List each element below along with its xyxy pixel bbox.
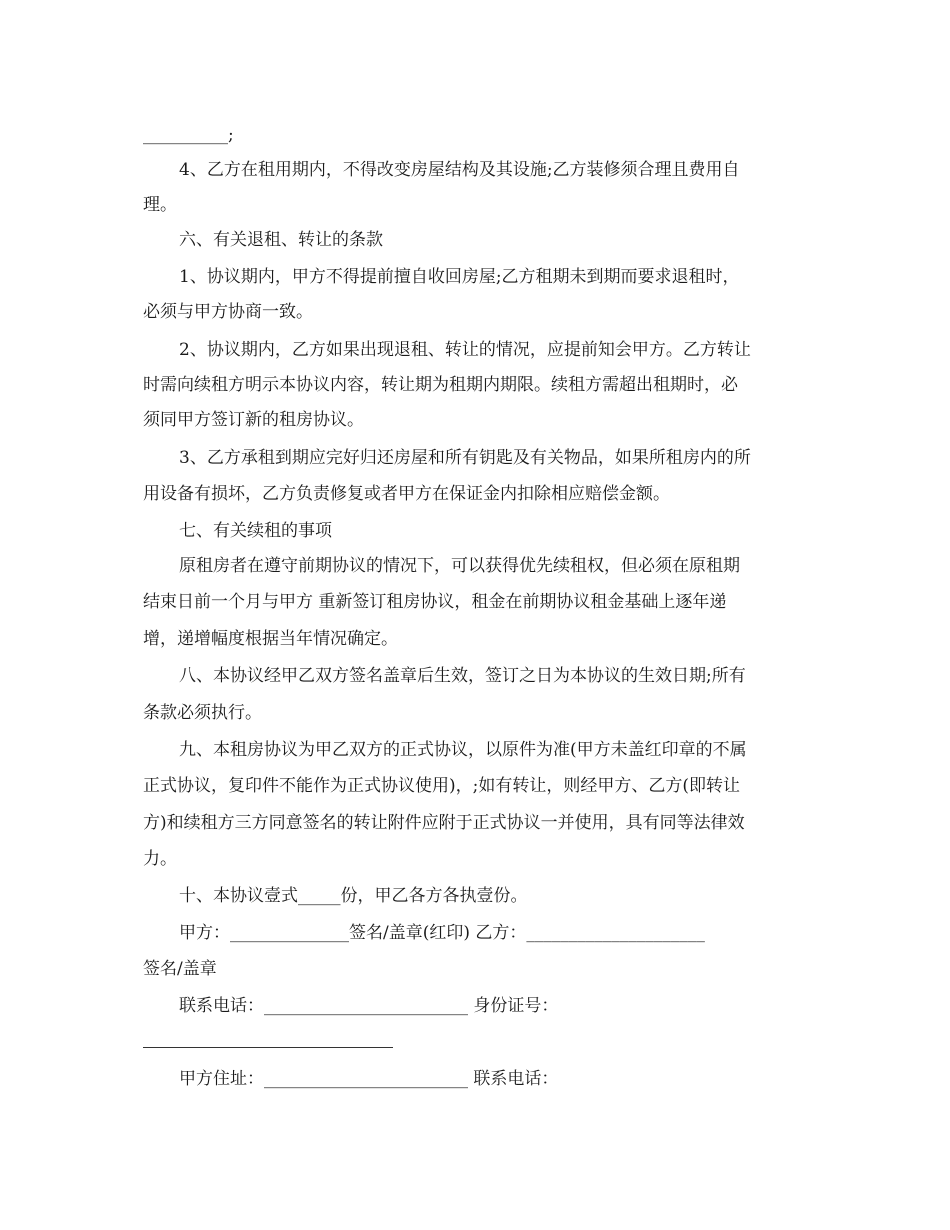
- blank-rule: [143, 1047, 393, 1048]
- signature-line-party-a: 甲方：______________签名/盖章(红印) 乙方：_____________________: [179, 923, 705, 943]
- text-line: 理。: [143, 195, 177, 215]
- clause-2: 2、协议期内，乙方如果出现退租、转让的情况，应提前知会甲方。乙方转让: [179, 340, 751, 360]
- text-line: 用设备有损坏，乙方负责修复或者甲方在保证金内扣除相应赔偿金额。: [143, 484, 670, 504]
- text-line: 须同甲方签订新的租房协议。: [143, 410, 364, 430]
- paragraph-line: 原租房者在遵守前期协议的情况下，可以获得优先续租权，但必须在原租期: [179, 556, 740, 576]
- text-line: 签名/盖章: [143, 959, 217, 979]
- text-line: 条款必须执行。: [143, 703, 262, 723]
- text-line: 方)和续租方三方同意签名的转让附件应附于正式协议一并使用，具有同等法律效: [143, 813, 745, 833]
- clause-10: 十、本协议壹式_____份，甲乙各方各执壹份。: [179, 886, 528, 906]
- section-heading: 六、有关退租、转让的条款: [179, 230, 383, 250]
- text-line: __________;: [143, 125, 234, 145]
- text-line: 力。: [143, 849, 177, 869]
- text-line: 必须与甲方协商一致。: [143, 302, 313, 322]
- section-heading: 七、有关续租的事项: [179, 521, 332, 541]
- text-line: 增，递增幅度根据当年情况确定。: [143, 629, 398, 649]
- phone-id-line: 联系电话：________________________ 身份证号：: [179, 996, 559, 1016]
- clause-8: 八、本协议经甲乙双方签名盖章后生效，签订之日为本协议的生效日期;所有: [179, 666, 746, 686]
- clause-3: 3、乙方承租到期应完好归还房屋和所有钥匙及有关物品，如果所租房内的所: [179, 448, 751, 468]
- clause-4: 4、乙方在租用期内，不得改变房屋结构及其设施;乙方装修须合理且费用自: [179, 160, 740, 180]
- text-line: 时需向续租方明示本协议内容，转让期为租期内期限。续租方需超出租期时，必: [143, 375, 738, 395]
- clause-9: 九、本租房协议为甲乙双方的正式协议，以原件为准(甲方未盖红印章的不属: [179, 740, 747, 760]
- address-phone-line: 甲方住址：________________________ 联系电话：: [179, 1069, 559, 1089]
- text-line: 正式协议，复印件不能作为正式协议使用)，;如有转让，则经甲方、乙方(即转让: [143, 776, 740, 796]
- text-line: 结束日前一个月与甲方 重新签订租房协议，租金在前期协议租金基础上逐年递: [143, 592, 727, 612]
- clause-1: 1、协议期内，甲方不得提前擅自收回房屋;乙方租期未到期而要求退租时，: [179, 267, 740, 287]
